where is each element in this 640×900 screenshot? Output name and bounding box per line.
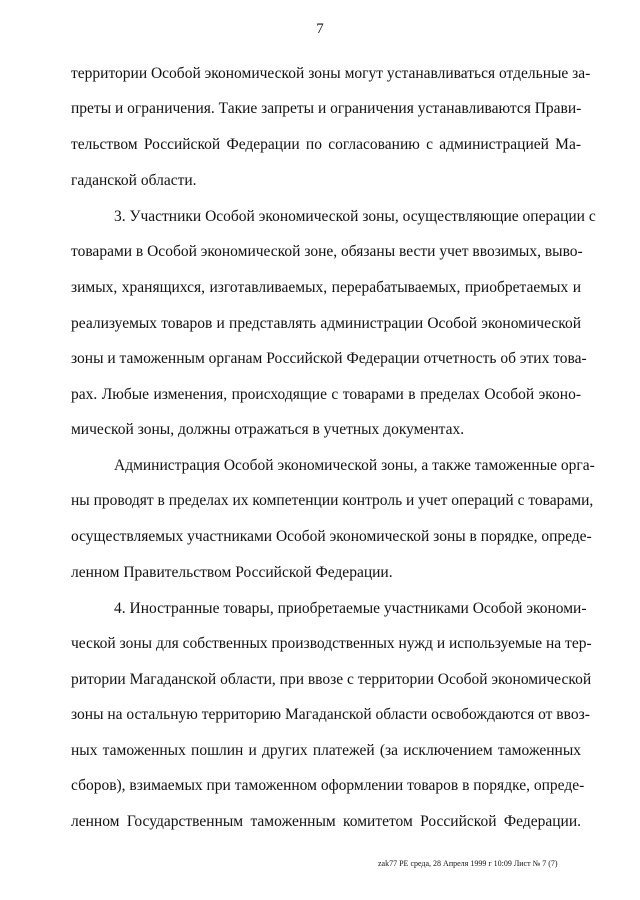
text-line: рах. Любые изменения, происходящие с товарами в пределах Особой эконо- [71,386,581,403]
text-line: ленном Государственным таможенным комитетом Российской Федерации. [71,813,581,830]
text-line: сборов), взимаемых при таможенном оформлении товаров в порядке, опреде- [71,777,585,794]
page-number: 7 [316,21,324,37]
text-line: тельством Российской Федерации по согласованию с администрацией Ма- [71,136,581,153]
text-line: территории Особой экономической зоны могут устанавливаться отдельные за- [71,65,591,82]
text-line: ных таможенных пошлин и других платежей (за исключением таможенных [71,742,581,759]
text-line: зоны и таможенным органам Российской Федерации отчетность об этих това- [71,350,587,367]
text-line: ческой зоны для собственных производственных нужд и используемые на тер- [71,635,592,652]
text-line: ны проводят в пределах их компетенции контроль и учет операций с товарами, [71,492,594,509]
text-line: зимых, хранящихся, изготавливаемых, перерабатываемых, приобретаемых и [71,279,581,296]
text-line: осуществляемых участниками Особой экономической зоны в порядке, опреде- [71,528,592,545]
document-footer: zak77 РЕ среда, 28 Апреля 1999 г 10:09 Лист № 7 (7) [378,859,558,868]
paragraph-start-line: 3. Участники Особой экономической зоны, осуществляющие операции с [114,208,596,225]
paragraph-start-line: 4. Иностранные товары, приобретаемые участниками Особой экономи- [114,600,587,617]
text-line: преты и ограничения. Такие запреты и ограничения устанавливаются Прави- [71,100,582,117]
text-line: товарами в Особой экономической зоне, обязаны вести учет ввозимых, выво- [71,243,583,260]
text-line: ритории Магаданской области, при ввозе с территории Особой экономической [71,671,592,688]
text-line: зоны на остальную территорию Магаданской области освобождаются от ввоз- [71,706,590,723]
text-line: ленном Правительством Российской Федерации. [71,564,393,581]
text-line: реализуемых товаров и представлять администрации Особой экономической [71,315,581,332]
text-line: гаданской области. [71,172,197,189]
paragraph-start-line: Администрация Особой экономической зоны, а также таможенные орга- [114,457,595,474]
text-line: мической зоны, должны отражаться в учетных документах. [71,421,465,438]
